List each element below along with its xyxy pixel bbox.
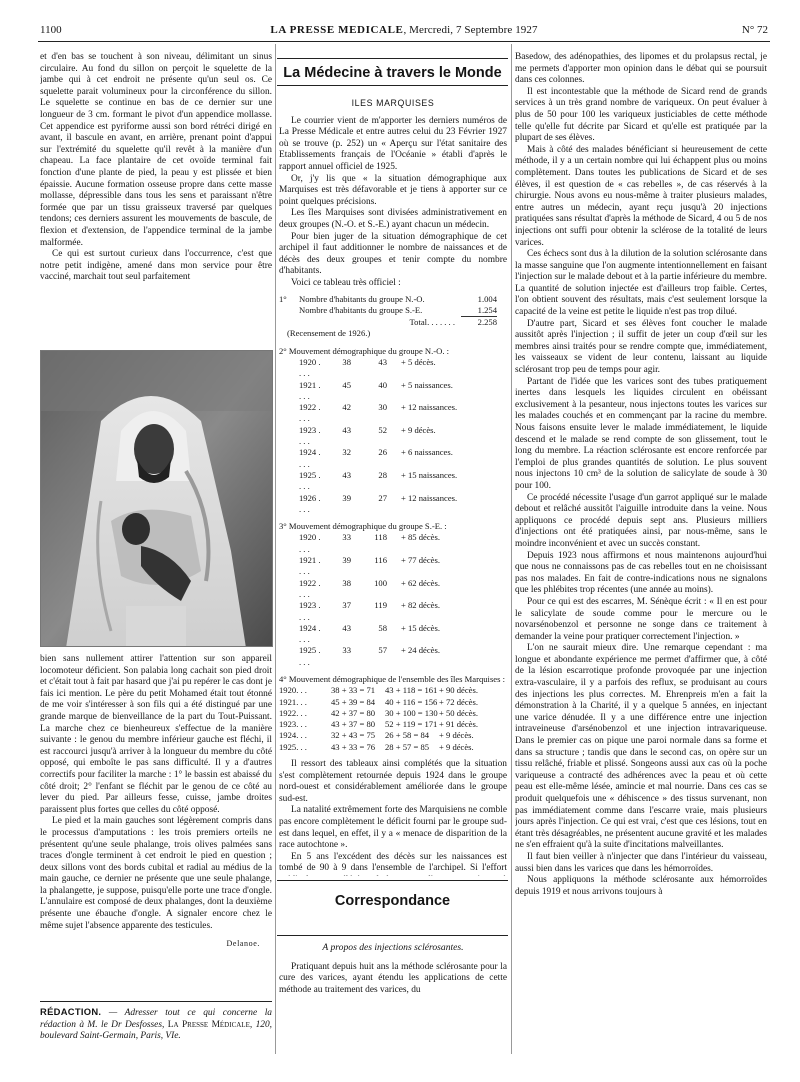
table-cell: 52 + 119 = 171 — [385, 719, 438, 730]
table-cell: + 24 décès. — [401, 645, 440, 656]
table-cell: 43 + 118 = 161 — [385, 685, 438, 696]
table-cell: 32 — [342, 447, 351, 458]
table-cell: + 85 décès. — [401, 532, 440, 543]
header-rule — [38, 41, 770, 42]
table-cell: 1920. . . — [279, 685, 307, 696]
correspondance-subtitle: A propos des injections sclérosantes. — [322, 942, 464, 953]
table-row — [279, 623, 507, 646]
table-cell: Nombre d'habitants du groupe S.-E. — [299, 304, 423, 315]
column-divider-2 — [511, 44, 512, 1054]
paragraph: Le courrier vient de m'apporter les derniers numéros de La Presse Médicale et entre autres celui du 23 Février 1927 où se trouve (p. 252) un « Aperçu sur l'état sanitaire des Etablissements français de l'Océanie » établi d'après le rapport annuel officiel de 1925. — [279, 115, 507, 172]
redaction-text: — Adresser tout ce qui concerne la rédaction à M. le Dr Desfosses, — [40, 1008, 272, 1030]
table-row — [279, 578, 507, 601]
table-cell: 40 + 116 = 156 — [385, 696, 438, 707]
correspondance-title: Correspondance — [334, 893, 451, 909]
paragraph: Pour ce qui est des escarres, M. Sénèque écrit : « Il en est pour le salicylate de soude comme pour le mercure ou le novarsénobenzol et personne ne songe dans ce traitement à demander la veine pour pratiquer correctement l'injection. » — [515, 596, 767, 642]
table-row — [279, 685, 507, 696]
table-cell: 42 — [342, 402, 351, 413]
table-cell: 1925 . . . . — [299, 645, 321, 667]
paragraph: Nous appliquons la méthode sclérosante aux hémorroïdes depuis 1919 et nous arrivons toujours à — [515, 875, 767, 897]
paragraph: Mais à côté des malades bénéficiant si heureusement de cette méthode, il y a un certain nombre qui lui échappent plus ou moins complètement. Dans toutes les publications de Sicard et de ses élèves, il est question de « cas rebelles », de cas réservés à la chirurgie. Nous avons eu nous-même à traiter plusieurs malades, entre autres un médecin, ayant reçu jusqu'à 20 injections pratiquées sans résultat d'après la méthode de Sicard, 4 ou 5 de nos injections ont suffi pour obtenir la sclérose de la totalité de leurs varices. — [515, 144, 767, 248]
table-row — [279, 719, 507, 730]
col1-bottom-text — [40, 654, 272, 989]
article-subtitle: ILES MARQUISES — [351, 98, 435, 108]
paragraph: bien sans nullement attirer l'attention sur son appareil locomoteur déficient. Son palabia long cachait son pied droit et c'était tout à fait par hasard que j'ai pu repérer le cas dont je fais ici mention. Le père du petit Mohamed était tout étonné de me voir s'intéresser à son fils qui a été distingué par une grande marque de bienveillance de la part du Tout-Puissant. La marche chez ce bienheureux s'effectue de la manière suivante : le genou du membre inférieur gauche est fléchi, il est raccourci jusqu'à arriver à la longueur du membre du côté opposé, qui emboîte le pas sans difficulté. Il y a d'autres correctifs pour faciliter la marche : 1° le bassin est abaissé du côté droit; 2° l'enfant se fléchit par le genou de ce côté au lever du pied. Par ailleurs fesse, cuisse, jambe droites paraissent plus fortes que celles du côté opposé. — [40, 654, 272, 815]
table-cell: 100 — [374, 577, 387, 588]
table-row — [279, 493, 507, 516]
table-total-label: Total. . . . . . . — [409, 317, 455, 328]
table-cell: 30 — [378, 402, 387, 413]
redaction-journal: La Presse Médicale — [167, 1019, 250, 1030]
table-cell: + 91 décès. — [439, 719, 478, 730]
table-cell: + 12 naissances. — [401, 492, 458, 503]
table-cell: 119 — [374, 600, 387, 611]
table-label: 1° — [279, 293, 287, 304]
table-row — [279, 730, 507, 741]
table-row — [279, 645, 507, 668]
table-cell: 43 — [342, 469, 351, 480]
table-cell: 43 + 33 = 76 — [331, 741, 376, 752]
table-cell: + 15 décès. — [401, 622, 440, 633]
table-cell: 1920 . . . . — [299, 356, 321, 379]
table-cell: 45 + 39 = 84 — [331, 696, 376, 707]
paragraph: Il faut bien veiller à n'injecter que dans l'intérieur du vaisseau, aussi bien dans les varices que dans les hémorroïdes. — [515, 851, 767, 874]
table-cell: 27 — [378, 492, 387, 503]
table-cell: 52 — [378, 424, 387, 435]
paragraph: Il ressort des tableaux ainsi complétés que la situation s'est complètement retournée depuis 1924 dans le groupe nord-ouest et considérablement améliorée dans le groupe sud-est. — [279, 759, 507, 804]
redaction-rule — [40, 1001, 272, 1002]
col2-article — [279, 96, 507, 876]
photo-illustration — [41, 351, 273, 647]
photo-man-holding-child — [40, 350, 273, 647]
table-cell: 28 — [378, 469, 387, 480]
table-no-group — [279, 346, 507, 515]
table-cell: 32 + 43 = 75 — [331, 730, 376, 741]
table-cell: 33 — [342, 532, 351, 543]
table-cell: 38 — [342, 356, 351, 367]
correspondance-text — [279, 942, 507, 1032]
paragraph: Il est incontestable que la méthode de Sicard rend de grands services à un très grand nombre de variqueux. On peut évaluer à plus de 50 pour 100 les variqueux justiciables de cette méthode telle qu'elle fut décrite par Sicard et qu'elle est pratiquée par la plupart de ses élèves. — [515, 86, 767, 144]
table-cell: 58 — [378, 622, 387, 633]
col1-top-text — [40, 52, 272, 344]
table-cell: 39 — [342, 492, 351, 503]
issue-number: N° 72 — [741, 24, 768, 36]
table-cell: 1921 . . . . — [299, 379, 321, 401]
table-cell: 37 — [342, 600, 351, 611]
paragraph: Pratiquant depuis huit ans la méthode sclérosante pour la cure des varices, ayant étendu les applications de cette méthode au traitement des varices, du — [279, 961, 507, 995]
col2-after-text — [279, 759, 507, 876]
paragraph: et d'en bas se touchent à son niveau, délimitant un sinus circulaire. Au fond du sillon on perçoit le squelette de la jambe qui à cet endroit ne présente qu'un seul os. Ce squelette parait volumineux pour la circonférence du sillon. Le squelette se continue en bas de ce dernier sur une longueur de 3 cm. formant le pivot d'un appendice mollasse. Cet appendice est pyriforme aussi son bord rétréci dirigé en avant, il bascule en avant, en arrière, prenant point d'appui sur l'extrémité du squelette qu'il revêt à la manière d'un chapeau. La face plantaire de cet ovoïde terminal fait fonction d'une plante de pied, la peau y est plissée et bien épaissie. Aucune formation osseuse propre dans cette masse mollasse, dépressible dans tous les sens et paraissant n'être formée que par un tissu graisseux traversé par quelques tendons; ces derniers assurent les mouvements de bascule, de flexion et d'extension, de l'appendice terminal de la jambe malformée. — [40, 52, 272, 248]
section-title-box — [277, 58, 508, 86]
table-cell: 43 — [378, 356, 387, 367]
table-row — [279, 425, 507, 448]
table-cell: 1.004 — [477, 293, 497, 304]
table-cell: 1922 . . . . — [299, 402, 321, 424]
paragraph: Ce procédé nécessite l'usage d'un garrot appliqué sur le malade debout et relâché aussitôt l'aiguille introduite dans la veine. Nous appliquons ce procédé depuis sept ans. Plusieurs milliers d'injections ont été pratiquées ainsi, par nous-même, sans le moindre inconvénient et avec un succès constant. — [515, 492, 767, 549]
issue-date: , Mercredi, 7 Septembre 1927 — [403, 24, 538, 36]
table-cell: + 77 décès. — [401, 555, 440, 566]
table-cell: Nombre d'habitants du groupe N.-O. — [299, 293, 425, 304]
table-cell: 116 — [374, 555, 387, 566]
column-divider-1 — [275, 44, 276, 1054]
redaction-address: , 120, boulevard Saint-Germain, Paris, VIe. — [40, 1019, 273, 1042]
table-cell: 26 + 58 = 84 — [385, 730, 430, 741]
table-cell: 1923 . . . . — [299, 600, 321, 622]
table-cell: 118 — [374, 532, 387, 543]
table-body — [279, 357, 507, 515]
table-cell: + 62 décès. — [401, 577, 440, 588]
journal-name: LA PRESSE MEDICALE — [270, 24, 404, 36]
paragraph: Or, j'y lis que « la situation démographique aux Marquises est très défavorable et je tiens à apporter sur ce point quelques précisions. — [279, 173, 507, 207]
table-cell: + 6 naissances. — [401, 447, 453, 458]
table-cell: 1924 . . . . — [299, 622, 321, 645]
table-row — [279, 532, 507, 555]
table-cell: + 50 décès. — [439, 707, 478, 718]
author-signature: Delanoe. — [226, 939, 260, 949]
table-cell: + 5 décès. — [401, 356, 436, 367]
table-body — [279, 532, 507, 668]
paragraph: La natalité extrêmement forte des Marquisiens ne comble pas encore complètement le déficit fourni par le groupe sud-est dans lequel, en effet, il y a « menace de disparition de la race autochtone ». — [279, 805, 507, 851]
table-total-value: 2.258 — [477, 317, 497, 328]
table-cell: 1920 . . . . — [299, 532, 321, 554]
table-cell: + 12 naissances. — [401, 402, 458, 413]
table-cell: 38 — [342, 577, 351, 588]
table-cell: 1922. . . — [279, 707, 307, 718]
table-cell: 45 — [342, 379, 351, 390]
table-cell: 1921 . . . . — [299, 555, 321, 577]
paragraph: Partant de l'idée que les varices sont des tubes pratiquement inertes dans lesquels les liquides circulent en obéissant exclusivement à la pesanteur, nous injectons toutes les varices sur les malades couchés et en commençant par la racine du membre. Nous faisons ensuite lever le malade immédiatement, le liquide descend et le malade se rend compte de son glissement, tout le long du membre. La réaction sclérosante est encore renforcée par l'emploi de plus grandes quantités de solution. Le plus souvent nous injectons 10 cm³ de la solution de salicylate de soude à 30 pour 100. — [515, 376, 767, 491]
paragraph: Basedow, des adénopathies, des lipomes et du prolapsus rectal, je me permets d'apporter mon opinion dans le débat qui se poursuit dans ces colonnes. — [515, 52, 767, 86]
table-cell: + 82 décès. — [401, 600, 440, 611]
table-heading: 4° Mouvement démographique de l'ensemble des îles Marquises : — [279, 674, 505, 684]
table-row — [279, 708, 507, 719]
table-cell: 42 + 37 = 80 — [331, 707, 376, 718]
table-cell: 1923. . . — [279, 719, 307, 730]
table-row — [279, 742, 507, 753]
table-cell: 1924 . . . . — [299, 447, 321, 469]
paragraph: Depuis 1923 nous affirmons et nous maintenons aujourd'hui que nous ne connaissons pas de cas rebelles tout en ne choisissant pas nos malades. En fait de contre-indications nous ne signalons que les phlébites trop récentes (une année au moins). — [515, 550, 767, 596]
paragraph: Ces échecs sont dus à la dilution de la solution sclérosante dans la masse sanguine que l'on augmente intentionnellement en faisant l'injection sur le malade debout et à la partie inférieure du membre. La quantité de solution injectée est d'ailleurs trop faible. Certes, l'on obtient souvent des résultats, mais c'est seulement lorsque la capacité de la veine est petite le liquide n'est pas trop dilué. — [515, 249, 767, 318]
table-row — [279, 600, 507, 623]
table-cell: + 9 décès. — [439, 741, 474, 752]
table-note: (Recensement de 1926.) — [287, 328, 371, 339]
table-cell: 43 — [342, 622, 351, 633]
paragraph: Le pied et la main gauches sont légèrement compris dans le processus d'amputations : les trois premiers orteils ne présentent qu'une seule phalange, trois olives palmées sans traces d'ongle terminent à cet endroit le pied en question ; deux sillons vont des bords cubital et radial au médius de la main gauche, ce dernier ne présente que une seule phalange, la phalangette, je suppose, puisqu'elle porte une trace d'ongle. L'annulaire est composé de deux phalanges, dont la deuxième présente une ébauche d'ongle. A signaler encore chez le même sujet l'absence apparente des testicules. — [40, 816, 272, 931]
correspondance-title-box — [277, 880, 508, 936]
table-cell: 30 + 100 = 130 — [385, 707, 438, 718]
paragraph: L'on ne saurait mieux dire. Une remarque cependant : ma longue et abondante expérience me permet d'affirmer que, à côté de la lésion escarrotique profonde provoquée par une injection extra-vasculaire, il y a parfois des reflux, se produisant au cours des injections les plus correctes. M. Ehrenpreis m'en a fait la démonstration à la Charité, il y a quelque 5 années, en injectant une varice dénudée. Il y a une différence entre une injection intraveineuse d'arsénobenzol et une injection intravariqueuse. Dans le premier cas on pique une paroi normale dans sa forme et dans sa structure ; tandis que dans le second cas, on opère sur un tissu relâché, friable et plissé. Songeons aussi aux cas où la poche variqueuse a contracté des adhérences avec la peau et où cette peau est elle-même lésée, amincie et mal nourrie. Dans ces cas se produit quelquefois une « déhiscence » des tissus survenant, non pas immédiatement comme dans l'escarre vraie, mais plusieurs jours après l'injection. Ce qui est vrai, c'est que ces lésions, tout en étant très désagréables, ne présentent aucune gravité et les malades ne s'en effraient qu'à la suite d'incitations malveillantes. — [515, 643, 767, 851]
table-cell: 57 — [378, 645, 387, 656]
table-row — [279, 447, 507, 470]
paragraph: En 5 ans l'excédent des décès sur les naissances est tombé de 90 à 9 dans l'ensemble de l'archipel. Si l'effort — [279, 851, 507, 874]
table-cell: 1922 . . . . — [299, 577, 321, 599]
table-cell: 40 — [378, 379, 387, 390]
table-row — [279, 402, 507, 425]
page-number: 1100 — [40, 24, 62, 36]
table-cell: + 72 décès. — [439, 696, 478, 707]
table-cell: 1925 . . . . — [299, 469, 321, 492]
paragraph: Ce qui est surtout curieux dans l'occurrence, c'est que notre petit indigène, amené dans mon service pour être vacciné, marchait tout seul parfaitement — [40, 249, 272, 283]
table-cell: 1926 . . . . — [299, 492, 321, 514]
table-cell: 33 — [342, 645, 351, 656]
table-cell: + 5 naissances. — [401, 379, 453, 390]
table-row — [279, 380, 507, 403]
section-title: La Médecine à travers le Monde — [283, 65, 502, 81]
paragraph: Voici ce tableau très officiel : — [291, 277, 401, 288]
table-cell: + 9 décès. — [401, 424, 436, 435]
table-cell: 39 — [342, 555, 351, 566]
table-heading: 3° Mouvement démographique du groupe S.-E. : — [279, 521, 447, 532]
masthead-line — [40, 24, 768, 36]
table-cell: 1924. . . — [279, 730, 307, 741]
redaction-label: RÉDACTION. — [40, 1006, 102, 1017]
table-se-group — [279, 521, 507, 668]
paragraph: Pour bien juger de la situation démographique de cet archipel il faut additionner le nombre de naissances et de décès des deux groupes et tenir compte du nombre d'habitants. — [279, 231, 507, 277]
table-ensemble — [279, 674, 507, 753]
table-cell: + 15 naissances. — [401, 469, 458, 480]
page-header — [40, 24, 768, 38]
table-cell: 43 + 37 = 80 — [331, 719, 376, 730]
redaction-notice — [40, 1001, 272, 1043]
table-cell: + 90 décès. — [439, 685, 478, 696]
table-cell: 43 — [342, 424, 351, 435]
table-row — [279, 357, 507, 380]
table-cell: 28 + 57 = 85 — [385, 741, 430, 752]
table-row — [279, 470, 507, 493]
table-cell: 38 + 33 = 71 — [331, 685, 376, 696]
table-cell: 1925. . . — [279, 741, 307, 752]
table-cell: 1923 . . . . — [299, 424, 321, 447]
table-body — [279, 685, 507, 753]
table-heading: 2° Mouvement démographique du groupe N.-O. : — [279, 345, 450, 356]
table-row — [279, 697, 507, 708]
paragraph: D'autre part, Sicard et ses élèves font coucher le malade aussitôt après l'injection ; il suffit de jeter un coup d'œil sur les membres ainsi traités pour se rendre compte que, immédiatement, les vaisseaux se vident de leur contenu, laissant au liquide sclérosant trop peu de temps pour agir. — [515, 318, 767, 376]
table-cell: 26 — [378, 447, 387, 458]
col3-text — [515, 52, 767, 1052]
table-cell: 1921. . . — [279, 696, 307, 707]
table-row — [279, 555, 507, 578]
table-population — [279, 294, 507, 340]
paragraph: Les îles Marquises sont divisées administrativement en deux groupes (N.-O. et S.-E.) ayant chacun un médecin. — [279, 208, 507, 230]
table-cell: 1.254 — [461, 305, 497, 317]
table-cell: + 9 décès. — [439, 730, 474, 741]
